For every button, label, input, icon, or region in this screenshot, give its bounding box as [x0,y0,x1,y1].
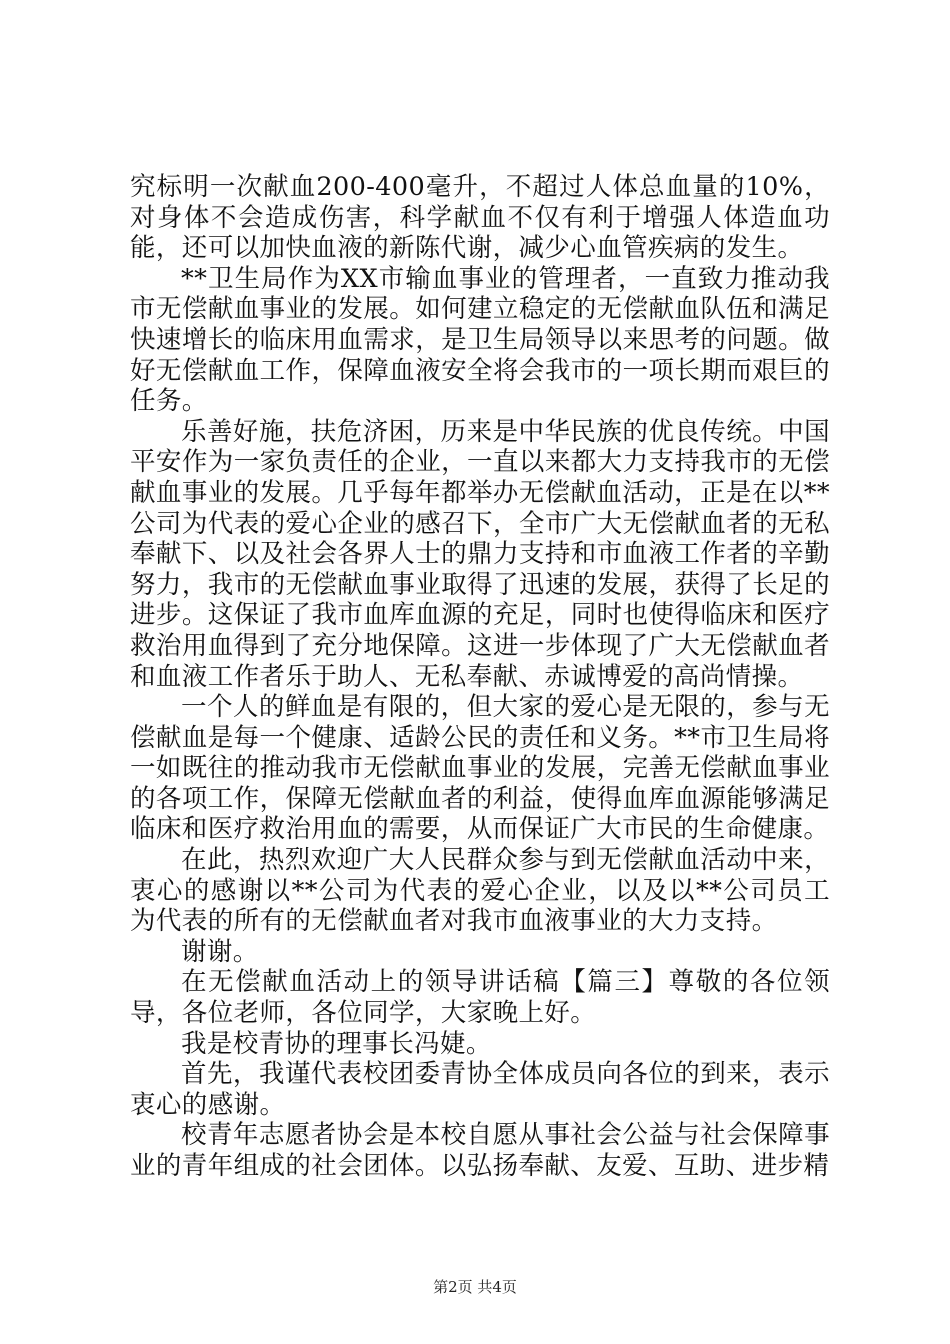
paragraph-8: 我是校青协的理事长冯婕。 [181,1028,492,1059]
paragraph-9: 首先，我谨代表校团委青协全体成员向各位的到来，表示衷心的感谢。 [130,1059,830,1120]
paragraph-2: **卫生局作为XX市输血事业的管理者，一直致力推动我市无偿献血事业的发展。如何建立稳定的无偿献血队伍和满足快速增长的临床用血需求，是卫生局领导以来思考的问题。做好无偿献血工作，保障血液安全将会我市的一项长期而艰巨的任务。 [130,263,830,417]
page-footer: 第2页 共4页 [433,1278,517,1296]
document-body [130,172,830,1182]
paragraph-4: 一个人的鲜血是有限的，但大家的爱心是无限的，参与无偿献血是每一个健康、适龄公民的责任和义务。**市卫生局将一如既往的推动我市无偿献血事业的发展，完善无偿献血事业的各项工作，保障无偿献血者的利益，使得血库血源能够满足临床和医疗救治用血的需要，从而保证广大市民的生命健康。 [130,692,830,845]
paragraph-1: 究标明一次献血200-400毫升，不超过人体总血量的10%，对身体不会造成伤害，科学献血不仅有利于增强人体造血功能，还可以加快血液的新陈代谢，减少心血管疾病的发生。 [130,172,830,264]
paragraph-6: 谢谢。 [181,936,259,967]
paragraph-5: 在此，热烈欢迎广大人民群众参与到无偿献血活动中来，衷心的感谢以**公司为代表的爱心企业，以及以**公司员工为代表的所有的无偿献血者对我市血液事业的大力支持。 [130,845,830,937]
paragraph-7: 在无偿献血活动上的领导讲话稿【篇三】尊敬的各位领导，各位老师，各位同学，大家晚上好。 [130,967,830,1029]
paragraph-3: 乐善好施，扶危济困，历来是中华民族的优良传统。中国平安作为一家负责任的企业，一直以来都大力支持我市的无偿献血事业的发展。几乎每年都举办无偿献血活动，正是在以**公司为代表的爱心企业的感召下，全市广大无偿献血者的无私奉献下、以及社会各界人士的鼎力支持和市血液工作者的辛勤努力，我市的无偿献血事业取得了迅速的发展，获得了长足的进步。这保证了我市血库血源的充足，同时也使得临床和医疗救治用血得到了充分地保障。这进一步体现了广大无偿献血者和血液工作者乐于助人、无私奉献、赤诚博爱的高尚情操。 [130,416,830,692]
paragraph-10: 校青年志愿者协会是本校自愿从事社会公益与社会保障事业的青年组成的社会团体。以弘扬奉献、友爱、互助、进步精 [130,1120,830,1181]
